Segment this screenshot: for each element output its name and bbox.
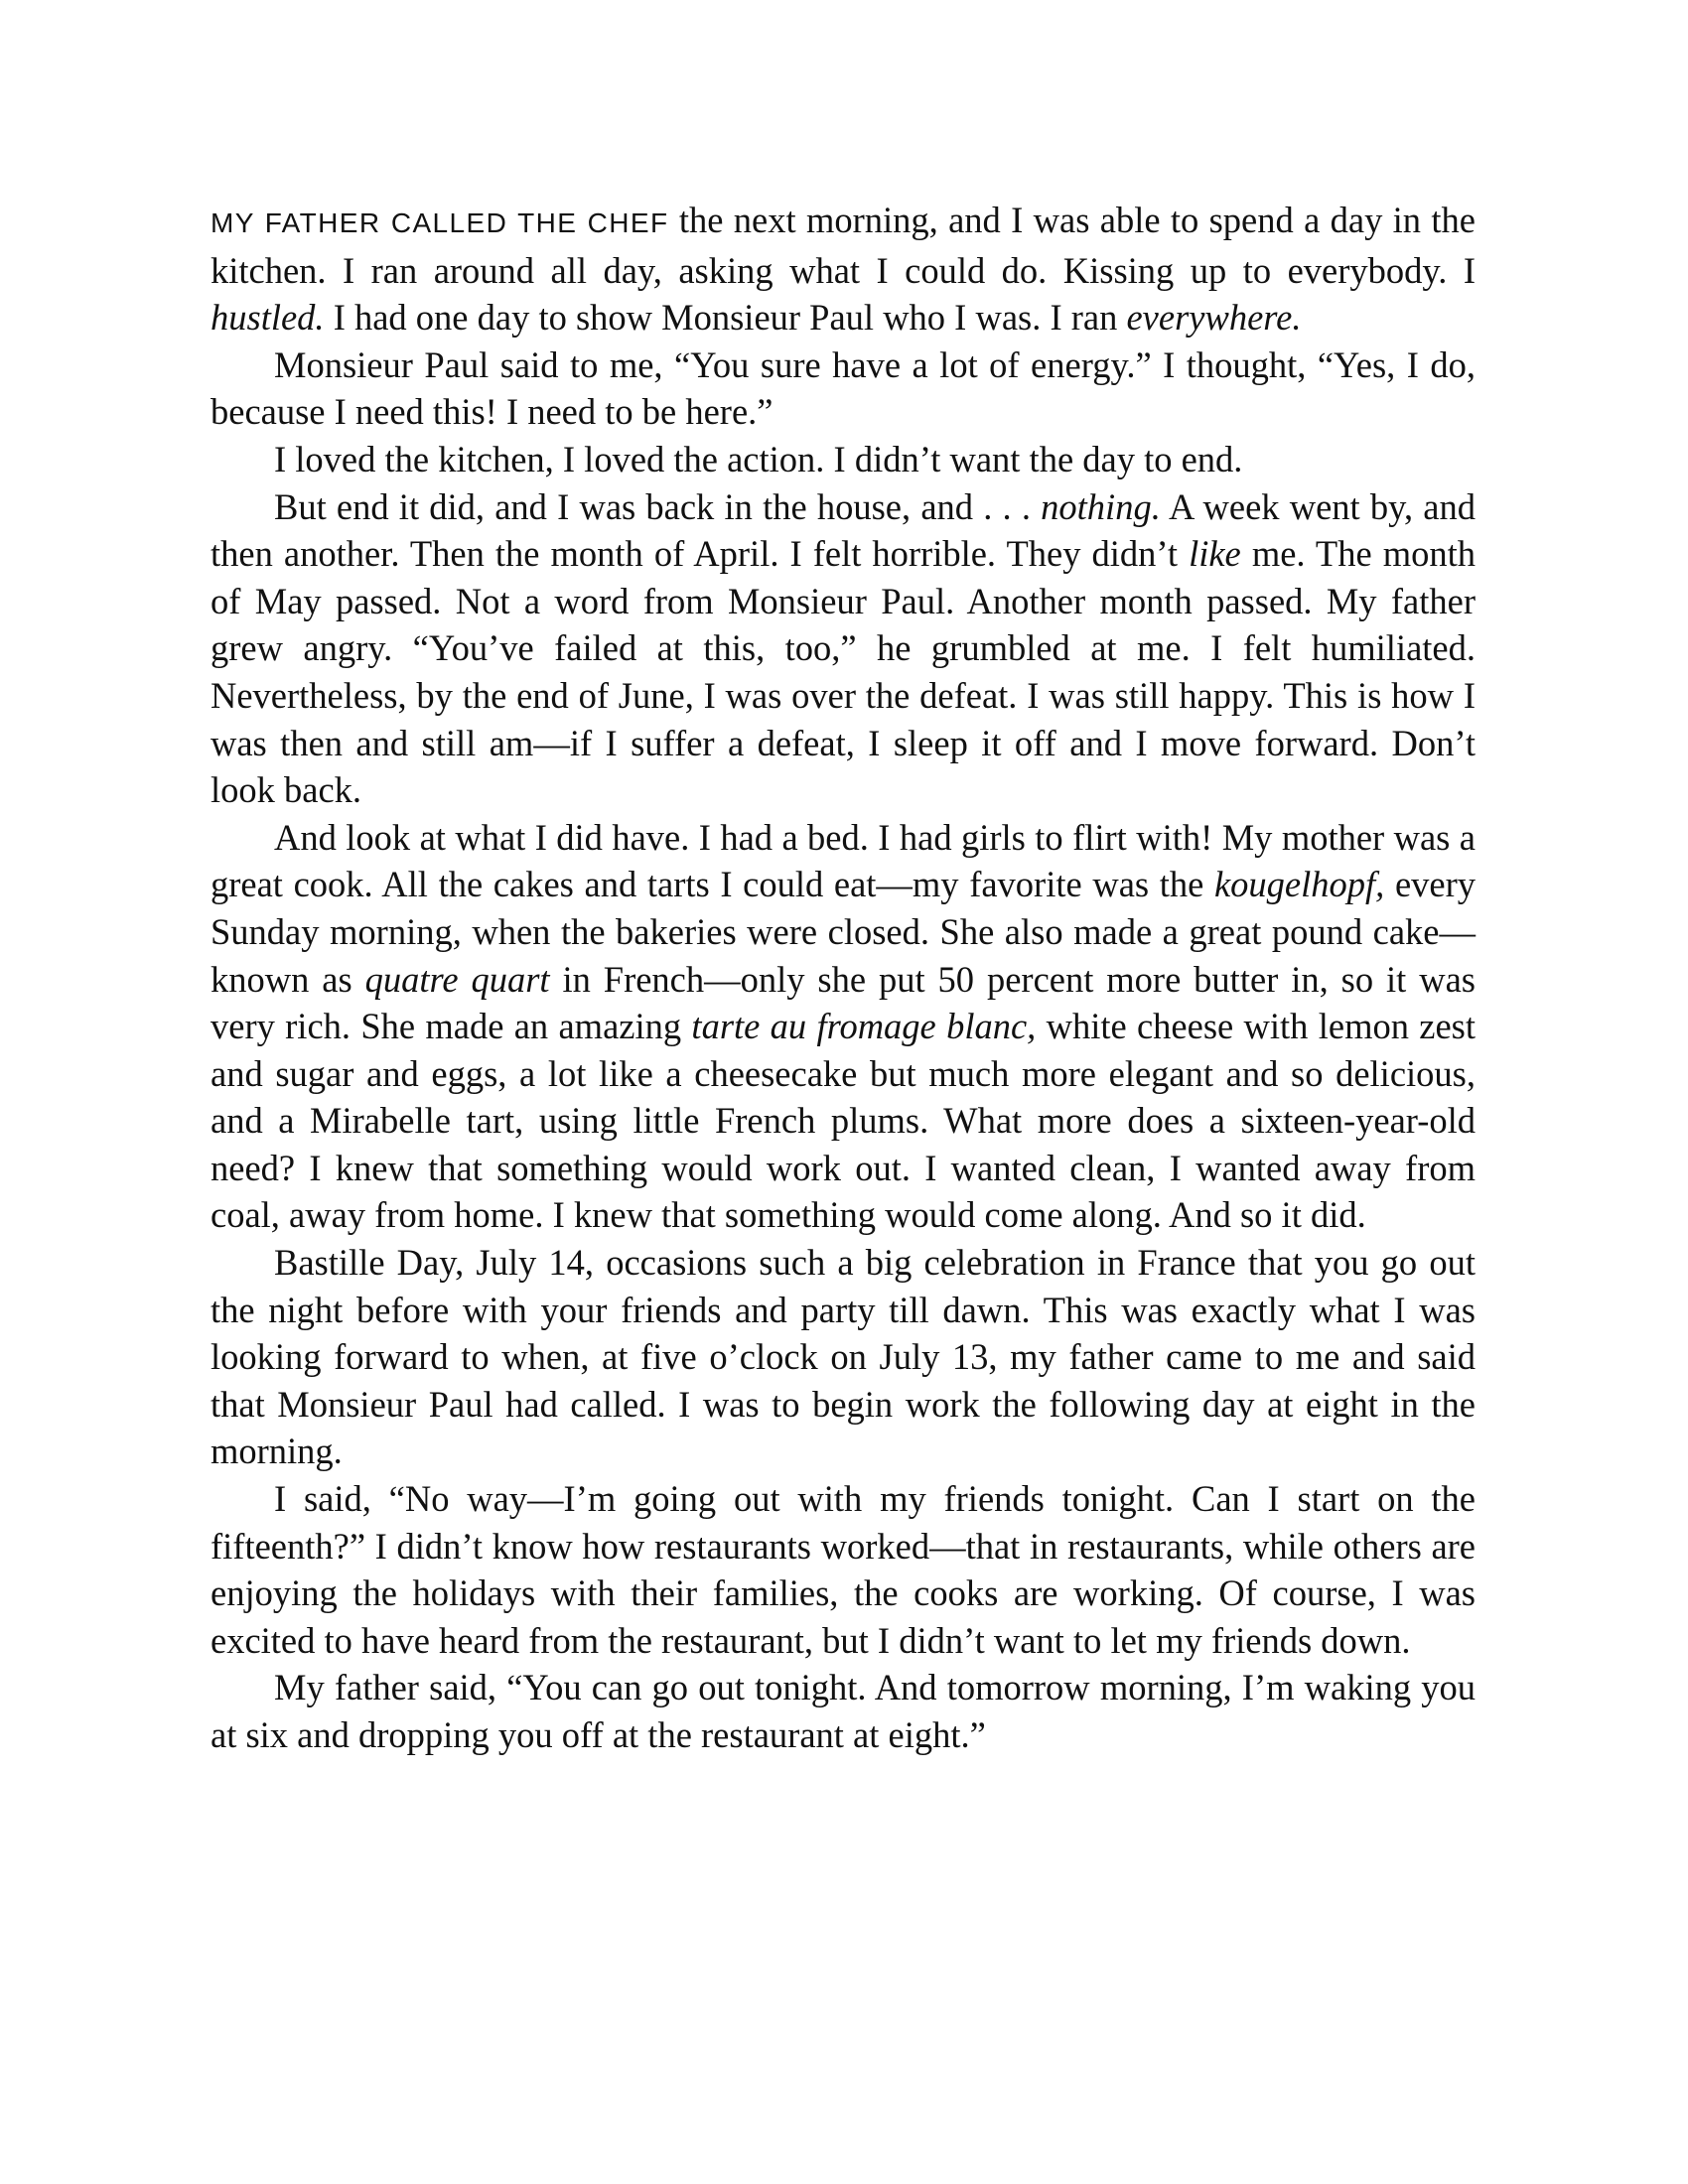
italic-text: like (1189, 533, 1241, 575)
paragraph (211, 814, 1476, 1239)
italic-text: tarte au fromage blanc, (691, 1006, 1037, 1047)
text-run: My father said, “You can go out tonight. And tomorrow morning, I’m waking you at six and dropping you off at the restaurant at eight.” (211, 1667, 1476, 1755)
body-text (211, 197, 1476, 1759)
lead-in-text: MY FATHER CALLED THE CHEF (211, 207, 669, 238)
text-run: Bastille Day, July 14, occasions such a big celebration in France that you go out the night before with your friends and party till dawn. This was exactly what I was looking forward to when, at five o’clock on July 13, my father came to me and said that Monsieur Paul had called. I was to begin work the following day at eight in the morning. (211, 1242, 1476, 1472)
text-run: I had one day to show Monsieur Paul who I was. I ran (324, 297, 1127, 339)
paragraph (211, 1664, 1476, 1758)
paragraph (211, 197, 1476, 341)
paragraph (211, 436, 1476, 483)
paragraph (211, 1475, 1476, 1664)
italic-text: everywhere. (1126, 297, 1302, 339)
italic-text: kougelhopf, (1213, 864, 1385, 905)
text-run: I loved the kitchen, I loved the action. I didn’t want the day to end. (274, 438, 1243, 479)
text-run: the next morning, and I was able to spend a day in the kitchen. I ran around all day, asking what I could do. Kissing up to everybody. I (211, 200, 1476, 291)
paragraph (211, 341, 1476, 436)
text-run: me. The month of May passed. Not a word from Monsieur Paul. Another month passed. My father grew angry. “You’ve failed at this, too,” he grumbled at me. I felt humiliated. Nevertheless, by the end of June, I was over the defeat. I was still happy. This is how I was then and still am—if I suffer a defeat, I sleep it off and I move forward. Don’t look back. (211, 533, 1476, 811)
text-run: But end it did, and I was back in the house, and . . . (274, 485, 1042, 527)
paragraph (211, 483, 1476, 814)
text-run: in French—only she put 50 percent more butter in, so it was very rich. She made an amazing (211, 958, 1476, 1047)
italic-text: nothing. (1041, 485, 1161, 527)
paragraph (211, 1239, 1476, 1475)
text-run: A week went by, and then another. Then the month of April. I felt horrible. They didn’t (211, 485, 1477, 575)
text-run: I said, “No way—I’m going out with my friends tonight. Can I start on the fifteenth?” I didn’t know how restaurants worked—that in restaurants, while others are enjoying the holidays with their families, the cooks are working. Of course, I was excited to have heard from the restaurant, but I didn’t want to let my friends down. (211, 1478, 1476, 1661)
italic-text: hustled. (211, 297, 325, 339)
text-run: white cheese with lemon zest and sugar and eggs, a lot like a cheesecake but much more elegant and so delicious, and a Mirabelle tart, using little French plums. What more does a sixteen-year-old need? I knew that something would work out. I wanted clean, I wanted away from coal, away from home. I knew that something would come along. And so it did. (211, 1006, 1477, 1236)
text-run: Monsieur Paul said to me, “You sure have a lot of energy.” I thought, “Yes, I do, because I need this! I need to be here.” (211, 343, 1476, 433)
text-run: every Sunday morning, when the bakeries were closed. She also made a great pound cake—known as (211, 864, 1476, 1000)
text-run: And look at what I did have. I had a bed. I had girls to flirt with! My mother was a great cook. All the cakes and tarts I could eat—my favorite was the (211, 816, 1476, 905)
italic-text: quatre quart (364, 958, 550, 1000)
